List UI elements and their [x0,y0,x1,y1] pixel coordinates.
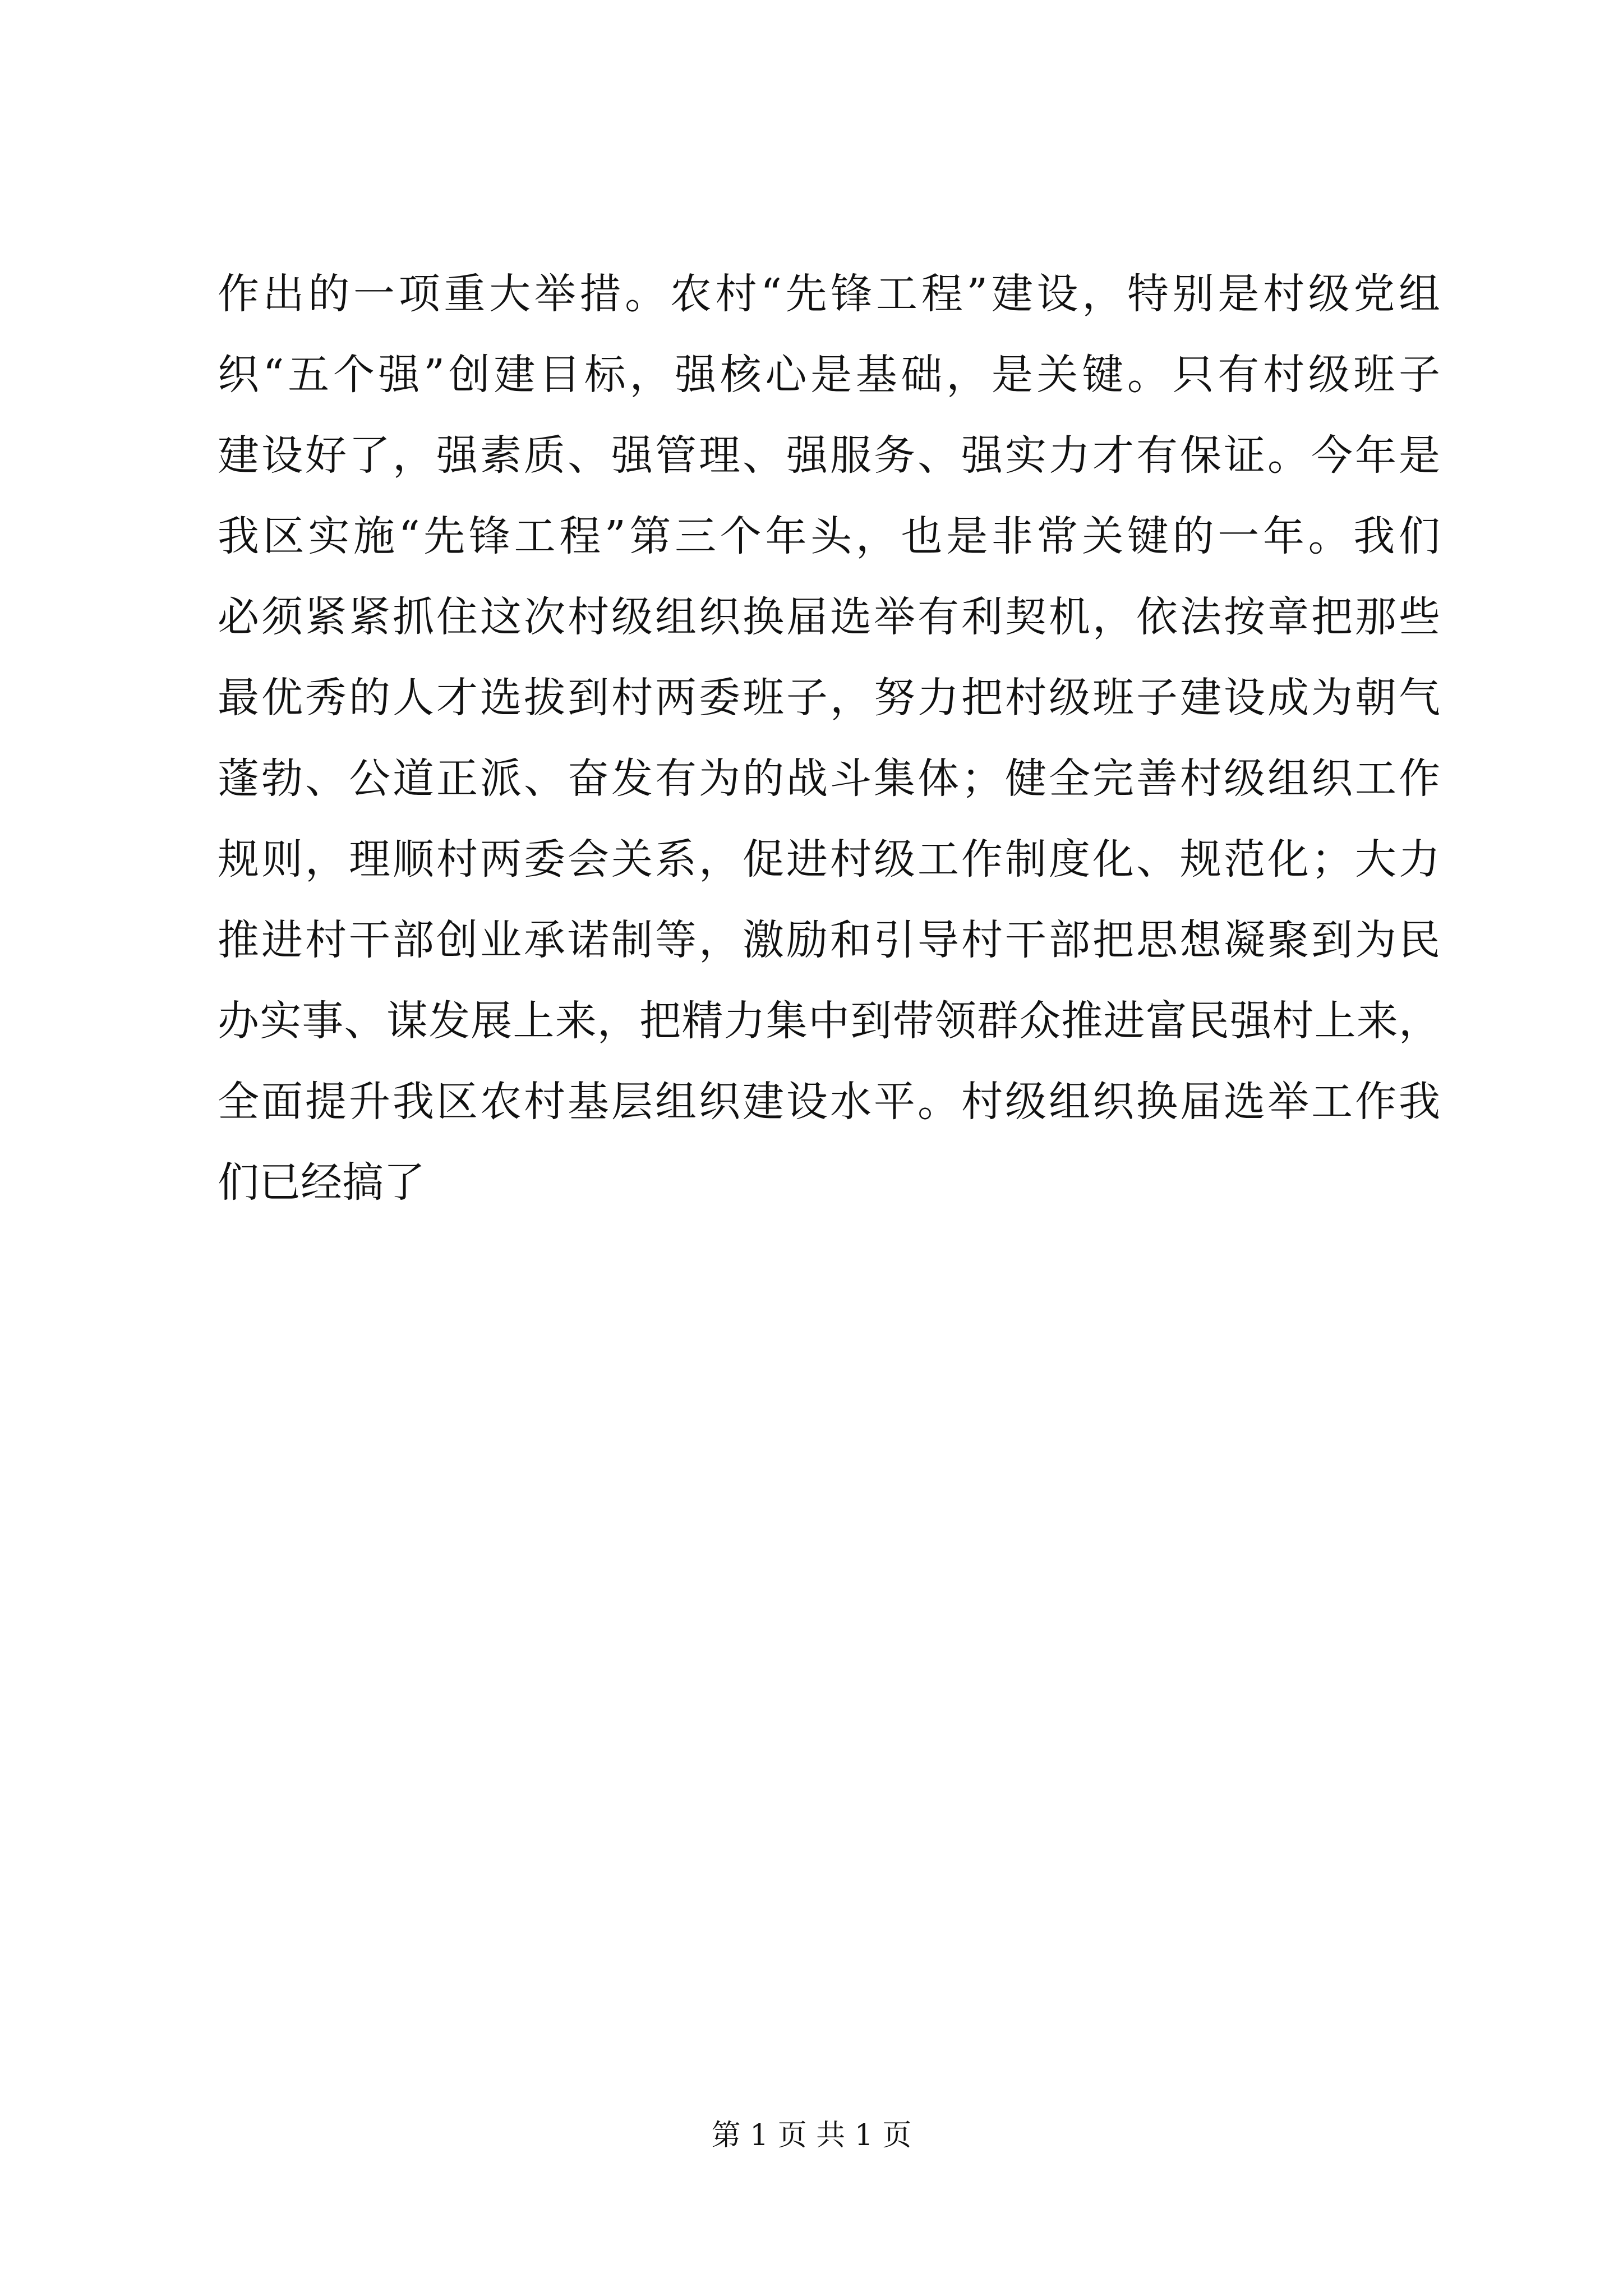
paragraph-line: 蓬勃、公道正派、奋发有为的战斗集体；健全完善村级组织工作 [218,754,1440,803]
paragraph-line: 织“五个强”创建目标，强核心是基础，是关键。只有村级班子 [218,351,1440,399]
paragraph-line: 作出的一项重大举措。农村“先锋工程”建设，特别是村级党组 [218,270,1440,318]
paragraph-line: 规则，理顺村两委会关系，促进村级工作制度化、规范化；大力 [218,835,1440,884]
body-paragraph [218,254,1440,1223]
paragraph-line: 建设好了，强素质、强管理、强服务、强实力才有保证。今年是 [218,431,1440,480]
paragraph-line: 必须紧紧抓住这次村级组织换届选举有利契机，依法按章把那些 [218,593,1440,641]
paragraph-line: 最优秀的人才选拔到村两委班子，努力把村级班子建设成为朝气 [218,674,1440,722]
paragraph-line: 我区实施“先锋工程”第三个年头，也是非常关键的一年。我们 [218,512,1440,560]
paragraph-line: 办实事、谋发展上来，把精力集中到带领群众推进富民强村上来， [218,997,1440,1045]
paragraph-line: 推进村干部创业承诺制等，激励和引导村干部把思想凝聚到为民 [218,916,1440,964]
paragraph-line: 们已经搞了 [218,1158,425,1207]
paragraph-line: 全面提升我区农村基层组织建设水平。村级组织换届选举工作我 [218,1078,1440,1126]
page-number-footer: 第 1 页 共 1 页 [711,2119,912,2152]
